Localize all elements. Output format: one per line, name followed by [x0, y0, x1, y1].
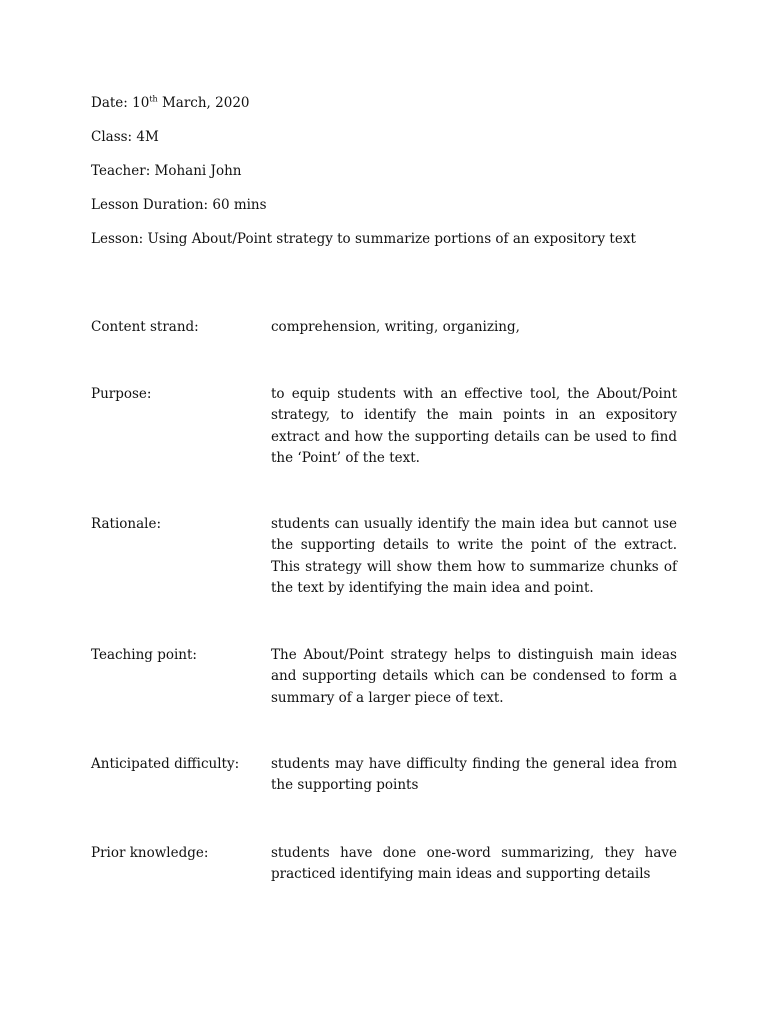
date-prefix: Date: 10	[91, 95, 150, 111]
date-ordinal-suffix: th	[149, 94, 158, 104]
purpose-label: Purpose:	[91, 386, 152, 402]
anticipated-difficulty-label: Anticipated difficulty:	[91, 756, 240, 772]
anticipated-difficulty-value: students may have difficulty finding the general idea from the supporting points	[271, 756, 677, 794]
rationale-label: Rationale:	[91, 516, 161, 532]
prior-knowledge-label: Prior knowledge:	[91, 845, 209, 861]
lesson-title-line: Lesson: Using About/Point strategy to summarize portions of an expository text	[91, 231, 636, 247]
lesson-duration-line: Lesson Duration: 60 mins	[91, 197, 267, 213]
date-line	[91, 94, 250, 112]
teacher-line: Teacher: Mohani John	[91, 163, 242, 179]
teaching-point-label: Teaching point:	[91, 647, 197, 663]
content-strand-label: Content strand:	[91, 319, 199, 335]
purpose-value: to equip students with an effective tool, the About/Point strategy, to identify the main points in an expository extract and how the supporting details can be used to find the ‘Point’ of the text.	[271, 386, 677, 466]
date-suffix: March, 2020	[157, 95, 250, 111]
content-strand-value: comprehension, writing, organizing,	[271, 319, 520, 335]
rationale-value: students can usually identify the main idea but cannot use the supporting details to write the point of the extract. This strategy will show them how to summarize chunks of the text by identifying the main idea and point.	[271, 516, 677, 596]
prior-knowledge-value: students have done one-word summarizing, they have practiced identifying main ideas and supporting details	[271, 845, 677, 883]
teaching-point-value: The About/Point strategy helps to distinguish main ideas and supporting details which can be condensed to form a summary of a larger piece of text.	[271, 647, 677, 706]
class-line: Class: 4M	[91, 129, 159, 145]
